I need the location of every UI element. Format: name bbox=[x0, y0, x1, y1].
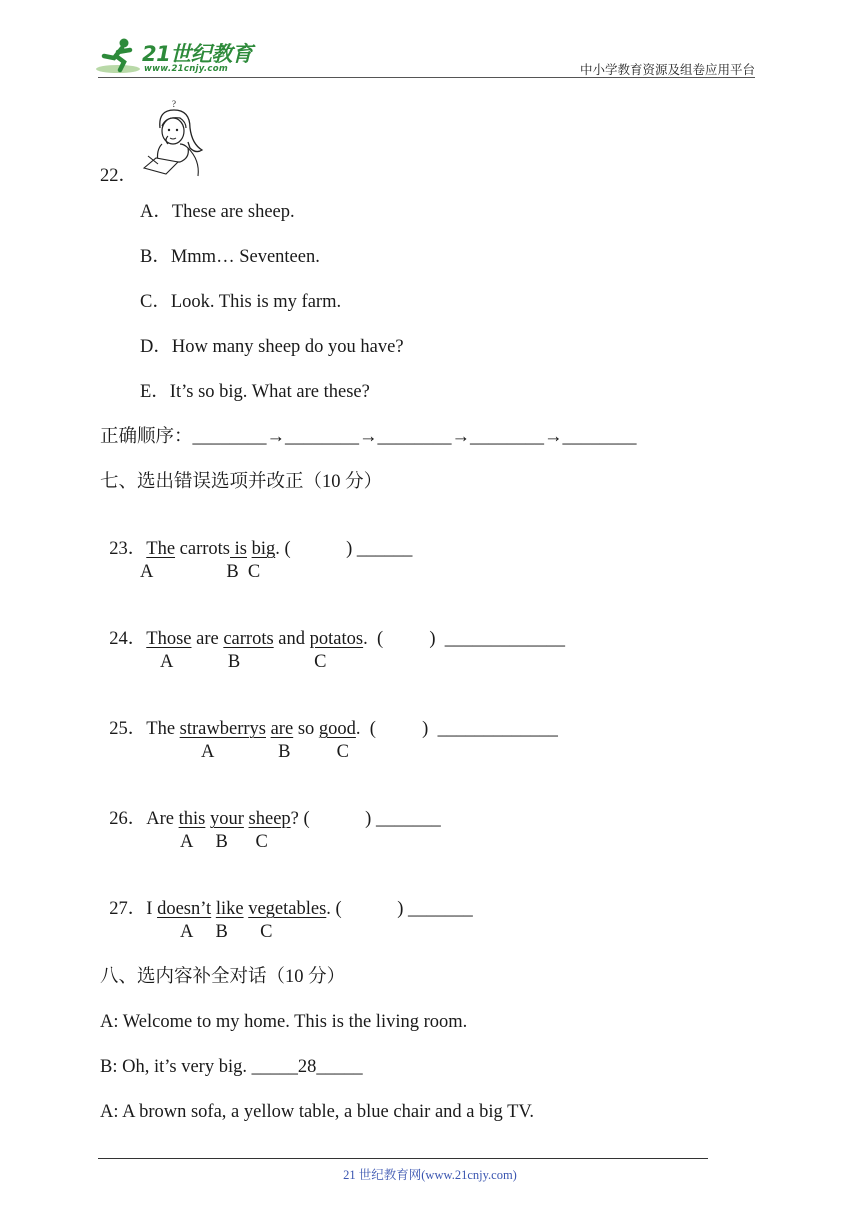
underlined-word-b: your bbox=[209, 809, 244, 829]
option-a: A．These are sheep. bbox=[140, 202, 295, 222]
running-man-icon bbox=[94, 36, 142, 76]
plain-text: The bbox=[146, 719, 180, 739]
option-d: D．How many sheep do you have? bbox=[140, 337, 404, 357]
question-number: 24． bbox=[109, 629, 147, 649]
underlined-word-a: this bbox=[178, 809, 206, 829]
plain-text: so bbox=[293, 719, 319, 739]
answer-blank[interactable]: . ( ) _____________ bbox=[355, 719, 558, 739]
underlined-word-a: Those bbox=[146, 629, 192, 649]
underlined-word-b: like bbox=[215, 899, 244, 919]
dialogue-line-3: A: A brown sofa, a yellow table, a blue chair and a big TV. bbox=[100, 1102, 534, 1122]
question-number: 26． bbox=[109, 809, 147, 829]
thinking-girl-illustration bbox=[140, 98, 208, 182]
underlined-word-c: vegetables bbox=[248, 899, 327, 919]
plain-text: carrots bbox=[175, 539, 230, 559]
underlined-word-b: carrots bbox=[223, 629, 274, 649]
option-labels: A B C bbox=[180, 922, 273, 942]
answer-blank[interactable]: . ( ) ______ bbox=[275, 539, 413, 559]
header-tagline: 中小学教育资源及组卷应用平台 bbox=[579, 62, 755, 77]
plain-text: and bbox=[273, 629, 310, 649]
question-27 bbox=[100, 876, 473, 920]
option-c: C．Look. This is my farm. bbox=[140, 292, 342, 312]
option-labels: A B C bbox=[201, 742, 350, 762]
blank-28[interactable]: _____28_____ bbox=[251, 1057, 363, 1077]
question-24 bbox=[100, 606, 565, 650]
underlined-word-c: big bbox=[251, 539, 276, 559]
section-8-title: 八、选内容补全对话（10 分） bbox=[100, 967, 346, 987]
option-labels: A B C bbox=[160, 652, 327, 672]
header-divider bbox=[98, 77, 755, 78]
question-number: 22． bbox=[100, 166, 138, 186]
plain-text: I bbox=[146, 899, 158, 919]
underlined-word-b: are bbox=[270, 719, 294, 739]
question-number: 27． bbox=[109, 899, 147, 919]
underlined-word-a: The bbox=[146, 539, 176, 559]
underlined-word-c: potatos bbox=[309, 629, 364, 649]
answer-blank[interactable]: ? ( ) _______ bbox=[290, 809, 441, 829]
option-labels: A B C bbox=[180, 832, 268, 852]
underlined-word-a: strawberrys bbox=[179, 719, 266, 739]
option-e: E．It’s so big. What are these? bbox=[140, 382, 370, 402]
logo-url: www.21cnjy.com bbox=[144, 64, 228, 74]
question-number: 23． bbox=[109, 539, 147, 559]
footer-text[interactable]: 21 世纪教育网(www.21cnjy.com) bbox=[343, 1168, 517, 1182]
underlined-word-c: sheep bbox=[248, 809, 291, 829]
svg-text:?: ? bbox=[172, 99, 176, 109]
question-number: 25． bbox=[109, 719, 147, 739]
answer-blank[interactable]: . ( ) _______ bbox=[326, 899, 473, 919]
plain-text: are bbox=[191, 629, 224, 649]
dialogue-text: B: Oh, it’s very big. bbox=[100, 1057, 252, 1077]
section-7-title: 七、选出错误选项并改正（10 分） bbox=[100, 472, 383, 492]
question-25 bbox=[100, 696, 558, 740]
underlined-word-c: good bbox=[318, 719, 356, 739]
dialogue-line-1: A: Welcome to my home. This is the living room. bbox=[100, 1012, 468, 1032]
footer-divider bbox=[98, 1158, 708, 1159]
answer-blank[interactable]: . ( ) _____________ bbox=[363, 629, 566, 649]
plain-text: Are bbox=[146, 809, 179, 829]
dialogue-line-2 bbox=[100, 1056, 363, 1078]
logo-text: 21世纪教育 bbox=[142, 42, 253, 66]
option-labels: A B C bbox=[140, 562, 261, 582]
underlined-word-a: doesn’t bbox=[157, 899, 212, 919]
question-26 bbox=[100, 786, 441, 830]
order-answer-line[interactable]: 正确顺序：________→________→________→________→________ bbox=[100, 427, 637, 447]
underlined-word-b: is bbox=[230, 539, 247, 559]
question-23 bbox=[100, 516, 412, 560]
option-b: B．Mmm… Seventeen. bbox=[140, 247, 320, 267]
site-logo bbox=[94, 36, 264, 76]
